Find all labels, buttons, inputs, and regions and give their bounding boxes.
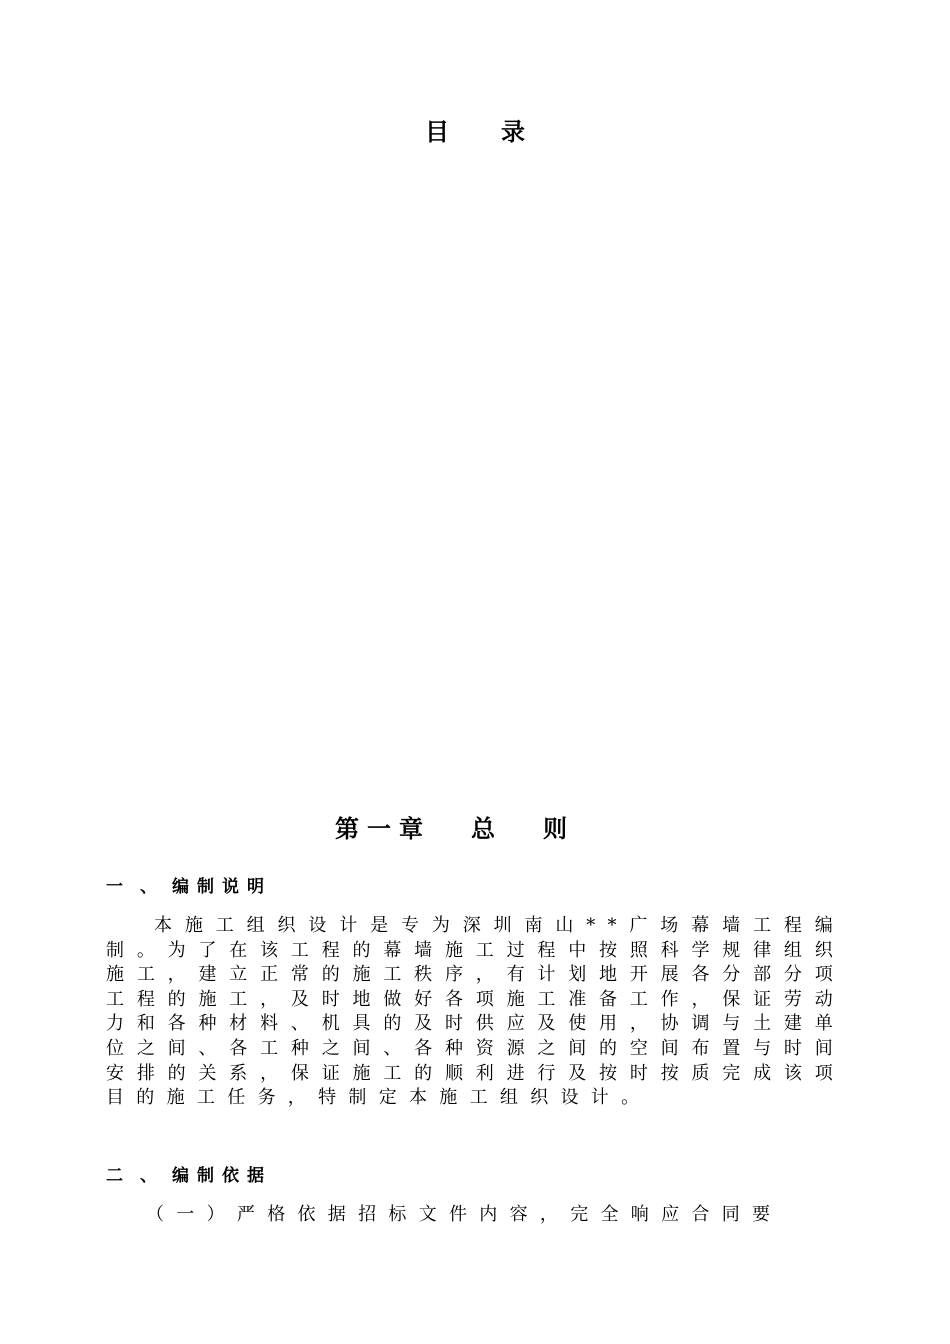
section-index: 一、 xyxy=(106,877,174,897)
section-heading-text: 编制说明 xyxy=(172,877,272,897)
chapter-name: 总则 xyxy=(471,815,615,843)
section-heading-2 xyxy=(106,1161,272,1186)
section-heading-1 xyxy=(106,872,272,897)
section-body-2: （一）严格依据招标文件内容，完全响应合同要 xyxy=(146,1204,783,1225)
chapter-title xyxy=(0,809,950,844)
section-heading-text: 编制依据 xyxy=(172,1166,272,1186)
chapter-number: 第一章 xyxy=(335,815,431,843)
toc-title: 目录 xyxy=(425,118,577,146)
section-body-1: 本施工组织设计是专为深圳南山**广场幕墙工程编制。为了在该工程的幕墙施工过程中按照科学规律组织施工，建立正常的施工秩序，有计划地开展各分部分项工程的施工，及时地做好各项施工准备工作，保证劳动力和各种材料、机具的及时供应及使用，协调与土建单位之间、各工种之间、各种资源之间的空间布置与时间安排的关系，保证施工的顺利进行及按时按质完成该项目的施工任务，特制定本施工组织设计。 xyxy=(106,915,845,1109)
section-index: 二、 xyxy=(106,1166,174,1186)
